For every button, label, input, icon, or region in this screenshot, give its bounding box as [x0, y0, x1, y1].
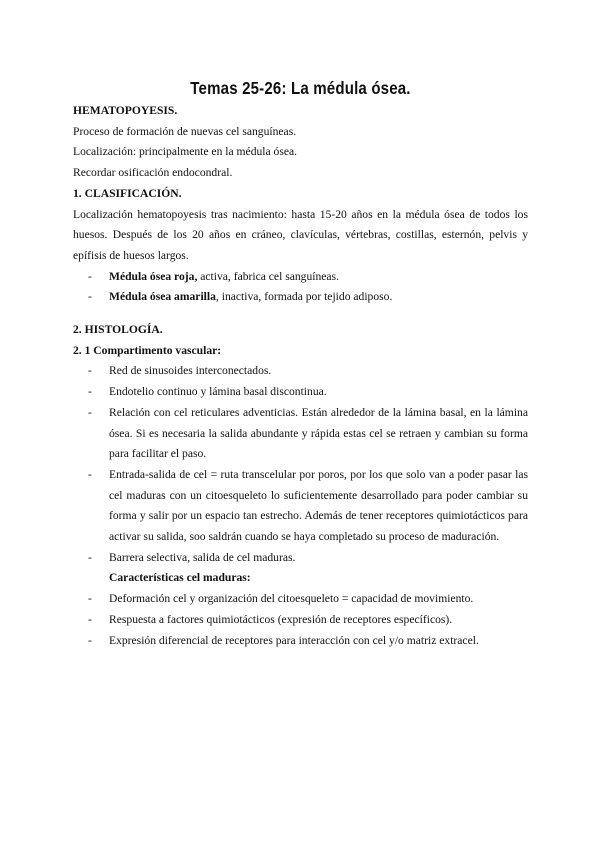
list-item — [73, 361, 528, 382]
list-item-text: Endotelio continuo y lámina basal discontinua. — [109, 385, 327, 399]
dash-bullet: - — [88, 592, 92, 606]
hematopoyesis-line: Proceso de formación de nuevas cel sanguíneas. — [73, 124, 297, 138]
hematopoyesis-line: Localización: principalmente en la médula ósea. — [73, 145, 298, 159]
list-item — [73, 631, 528, 652]
list-item-bold: Médula ósea amarilla — [109, 290, 216, 304]
section-heading-histologia: 2. HISTOLOGÍA. — [73, 323, 163, 337]
list-item-text: Entrada-salida de cel = ruta transcelular por poros, por los que solo van a poder pasar las cel maduras con un citoesqueleto lo suficientemente desarrollado para poder cambiar su forma y salir por un espacio tan estrecho. Además de tener receptores quimiotácticos para activar su salida, soo saldrán cuando se haya completado su proceso de maduración. — [109, 467, 528, 544]
list-item — [73, 403, 528, 465]
clasificacion-paragraph: Localización hematopoyesis tras nacimiento: hasta 15-20 años en la médula ósea de todos los huesos. Después de los 20 años en cráneo, clavículas, vértebras, costillas, esternón, pelvis y epífisis de huesos largos. — [73, 207, 528, 262]
list-item — [73, 382, 528, 403]
caracteristicas-list — [73, 589, 528, 651]
clasificacion-list — [73, 267, 528, 308]
hematopoyesis-line: Recordar osificación endocondral. — [73, 166, 233, 180]
dash-bullet: - — [88, 269, 92, 283]
list-item — [73, 548, 528, 569]
caracteristicas-heading: Características cel maduras: — [109, 571, 251, 585]
dash-bullet: - — [88, 633, 92, 647]
subsection-heading-compartimento: 2. 1 Compartimento vascular: — [73, 343, 222, 357]
dash-bullet: - — [88, 385, 92, 399]
dash-bullet: - — [88, 290, 92, 304]
section-heading-hematopoyesis: HEMATOPOYESIS. — [73, 104, 178, 117]
list-item — [73, 465, 528, 548]
list-item-text: activa, fabrica cel sanguíneas. — [197, 269, 339, 283]
list-item-text: , inactiva, formada por tejido adiposo. — [215, 290, 393, 304]
dash-bullet: - — [88, 405, 92, 419]
histologia-list — [73, 361, 528, 568]
list-item-text: Expresión diferencial de receptores para interacción con cel y/o matriz extracel. — [109, 633, 479, 647]
dash-bullet: - — [88, 467, 92, 481]
document-page — [73, 78, 528, 651]
list-item-text: Barrera selectiva, salida de cel maduras. — [109, 550, 296, 564]
list-item-text: Respuesta a factores quimiotácticos (expresión de receptores específicos). — [109, 612, 453, 626]
page-title: Temas 25-26: La médula ósea. — [190, 78, 411, 98]
spacer — [73, 308, 528, 320]
list-item-text: Relación con cel reticulares adventicias. Están alrededor de la lámina basal, en la lámina ósea. Si es necesaria la salida abundante y rápida estas cel se retraen y cambian su forma para facilitar el paso. — [109, 405, 528, 461]
dash-bullet: - — [88, 550, 92, 564]
list-item — [73, 267, 528, 288]
list-item-bold: Médula ósea roja, — [109, 269, 198, 283]
section-heading-clasificacion: 1. CLASIFICACIÓN. — [73, 186, 182, 200]
list-item — [73, 610, 528, 631]
list-item — [73, 589, 528, 610]
list-item-text: Red de sinusoides interconectados. — [109, 364, 272, 378]
list-item — [73, 287, 528, 308]
list-item-text: Deformación cel y organización del citoesqueleto = capacidad de movimiento. — [109, 592, 474, 606]
dash-bullet: - — [88, 612, 92, 626]
dash-bullet: - — [88, 364, 92, 378]
